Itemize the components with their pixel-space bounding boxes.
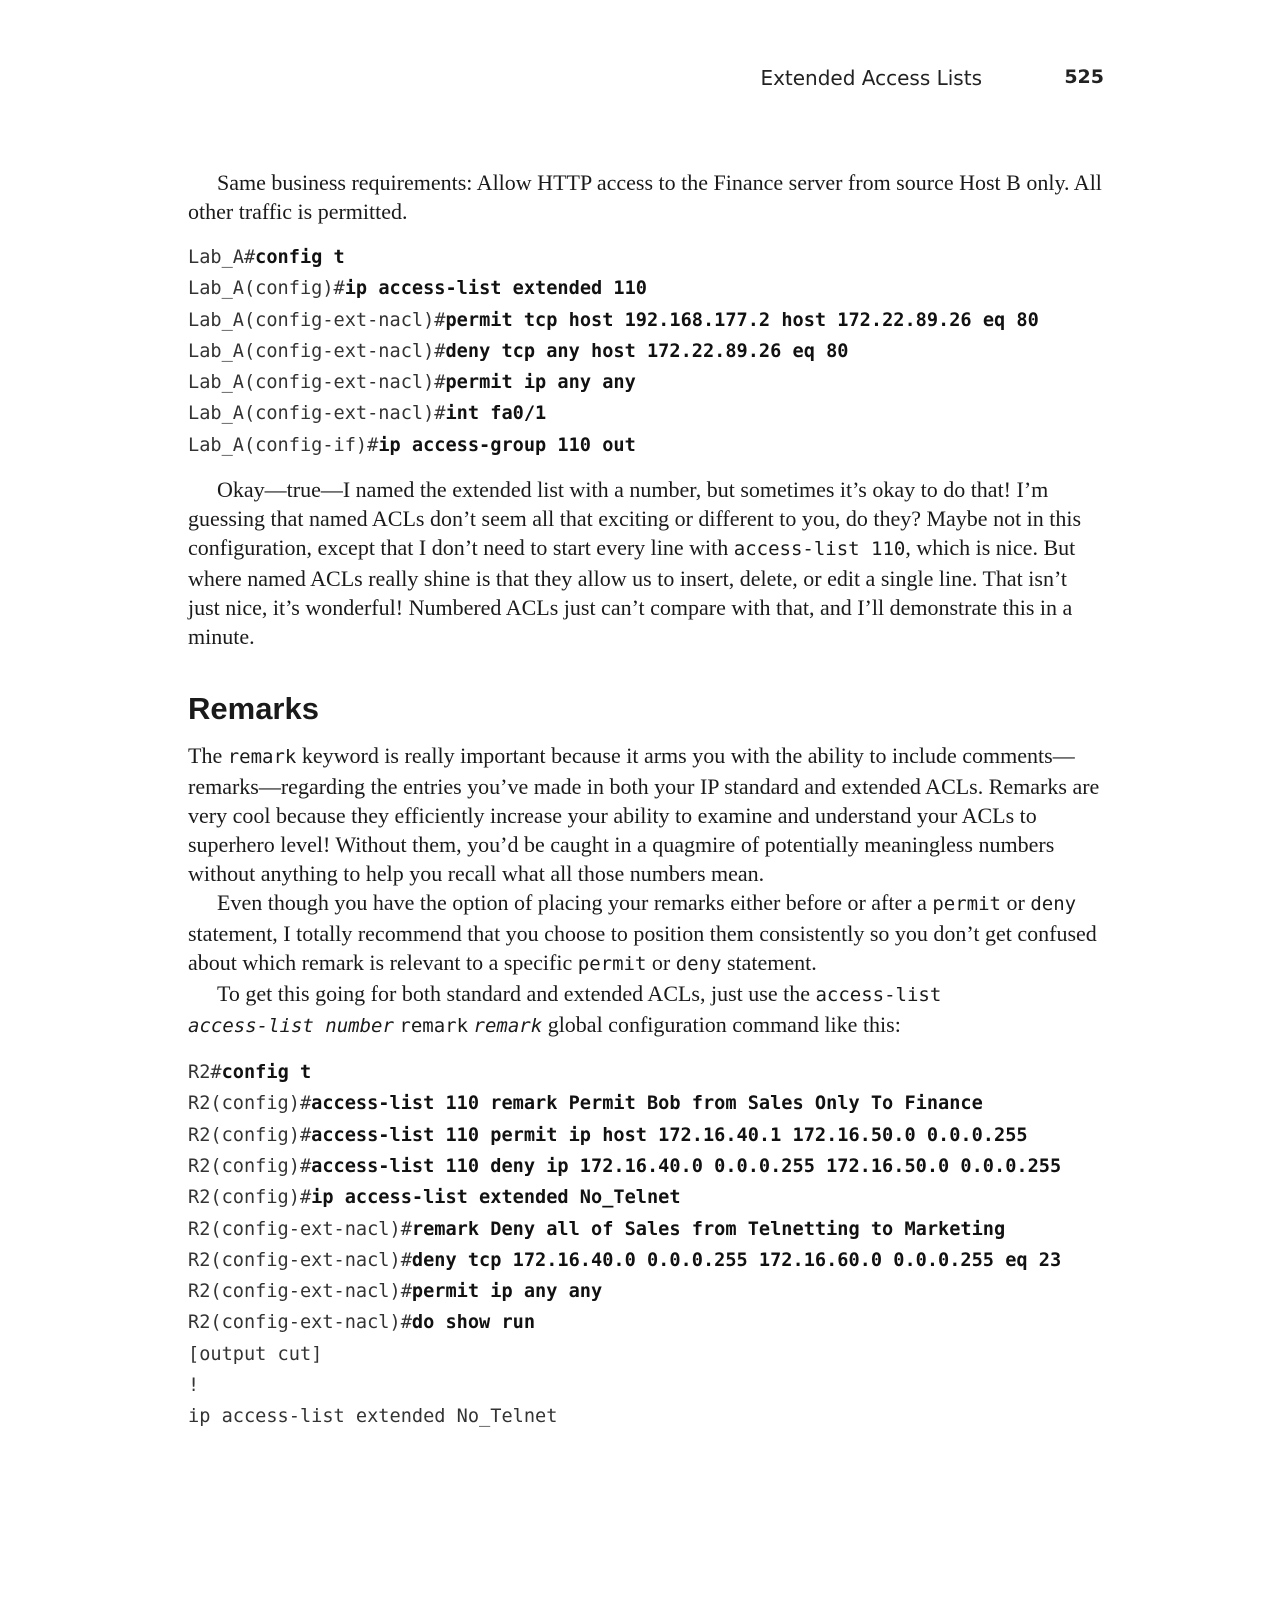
running-head <box>0 66 1104 94</box>
code-block-named-extended-acl <box>188 242 1104 461</box>
code-line <box>188 367 1104 398</box>
code-line <box>188 430 1104 461</box>
code-line <box>188 1370 1104 1401</box>
text-span: global configuration command like this: <box>542 1012 901 1038</box>
code-line <box>188 1276 1104 1307</box>
code-line <box>188 1182 1104 1213</box>
code-line <box>188 1088 1104 1119</box>
page-number: 525 <box>1064 66 1104 88</box>
cli-command: deny tcp 172.16.40.0 0.0.0.255 172.16.60.0 0.0.0.255 eq 23 <box>411 1249 1062 1271</box>
cli-prompt: R2(config-ext-nacl)# <box>188 1218 412 1240</box>
cli-command: config t <box>255 247 345 268</box>
text-span: To get this going for both standard and extended ACLs, just use the <box>217 981 816 1007</box>
paragraph-named-acls <box>188 475 1104 651</box>
cli-prompt: R2(config-ext-nacl)# <box>188 1281 412 1303</box>
inline-code: access-list <box>815 984 942 1007</box>
text-span: keyword is really important because it arms you with the ability to include comments—remarks—regarding the entries you’ve made in both your IP standard and extended ACLs. Remarks are very cool because they efficiently increase your ability to examine and understand your ACLs to superhero level! Without them, you’d be caught in a quagmire of potentially meaningless numbers without anything to help you recall what all those numbers mean. <box>188 743 1100 887</box>
code-line <box>188 398 1104 429</box>
cli-prompt: ip access-list extended No_Telnet <box>188 1406 558 1428</box>
text-span: or <box>646 950 676 976</box>
code-line <box>188 1120 1104 1151</box>
cli-prompt: R2(config)# <box>188 1155 312 1177</box>
text-span: statement. <box>721 950 817 976</box>
inline-code: remark <box>399 1015 469 1038</box>
running-head-title: Extended Access Lists <box>760 66 982 90</box>
inline-code-italic: access-list number <box>188 1015 394 1038</box>
paragraph-remark-keyword <box>188 741 1104 888</box>
cli-command: remark Deny all of Sales from Telnetting to Marketing <box>411 1218 1006 1240</box>
cli-prompt: ! <box>188 1375 200 1397</box>
cli-command: deny tcp any host 172.22.89.26 eq 80 <box>445 340 849 362</box>
code-line <box>188 1151 1104 1182</box>
cli-command: access-list 110 remark Permit Bob from Sales Only To Finance <box>311 1093 983 1115</box>
inline-code: remark <box>227 746 297 769</box>
text-span: or <box>1001 890 1031 916</box>
page-content <box>188 168 1104 1447</box>
inline-code: permit <box>577 953 647 976</box>
code-line <box>188 242 1104 273</box>
cli-prompt: Lab_A(config)# <box>188 278 345 300</box>
code-line <box>188 1214 1104 1245</box>
text-span: Okay—true—I named the extended list with a number, but sometimes it’s okay to do that! I’m guessing that named ACLs don’t seem all that exciting or different to you, do they? Maybe not in this configuration, except that I don’t need to start every line with <box>188 477 1082 561</box>
inline-code: permit <box>932 893 1001 916</box>
cli-prompt: Lab_A(config-ext-nacl)# <box>188 372 446 394</box>
text-span: The <box>188 743 228 769</box>
code-line <box>188 305 1104 336</box>
cli-command: config t <box>221 1062 312 1084</box>
inline-code: deny <box>675 953 722 976</box>
cli-prompt: Lab_A(config-ext-nacl)# <box>188 403 446 425</box>
cli-command: ip access-group 110 out <box>378 434 636 456</box>
cli-command: permit ip any any <box>445 372 636 394</box>
code-line <box>188 1307 1104 1338</box>
cli-command: permit tcp host 192.168.177.2 host 172.22.89.26 eq 80 <box>445 309 1039 331</box>
text-span: Even though you have the option of placing your remarks either before or after a <box>217 890 933 916</box>
cli-prompt: Lab_A# <box>188 247 256 268</box>
cli-prompt: Lab_A(config-ext-nacl)# <box>188 340 446 362</box>
cli-prompt: Lab_A(config-ext-nacl)# <box>188 309 446 331</box>
code-line <box>188 336 1104 367</box>
inline-code-italic: remark <box>473 1015 543 1038</box>
cli-prompt: R2# <box>188 1062 222 1084</box>
code-line <box>188 1401 1104 1432</box>
paragraph-remark-command <box>188 979 1104 1041</box>
cli-prompt: R2(config)# <box>188 1093 312 1115</box>
cli-prompt: R2(config-ext-nacl)# <box>188 1312 412 1334</box>
text-span: , which is nice. But where named ACLs really shine is that they allow us to insert, delete, or edit a single line. That isn’t just nice, it’s wonderful! Numbered ACLs just can’t compare with that, and I’ll demonstrate this in a minute. <box>188 535 1076 650</box>
cli-prompt: R2(config)# <box>188 1124 312 1146</box>
cli-command: permit ip any any <box>411 1281 603 1303</box>
cli-command: access-list 110 deny ip 172.16.40.0 0.0.0.255 172.16.50.0 0.0.0.255 <box>311 1155 1062 1177</box>
code-block-remarks <box>188 1057 1104 1433</box>
inline-code: deny <box>1030 893 1077 916</box>
cli-command: access-list 110 permit ip host 172.16.40.1 172.16.50.0 0.0.0.255 <box>311 1124 1028 1146</box>
code-line <box>188 1339 1104 1370</box>
intro-paragraph: Same business requirements: Allow HTTP access to the Finance server from source Host B only. All other traffic is permitted. <box>188 170 1102 224</box>
cli-command: ip access-list extended No_Telnet <box>311 1187 681 1209</box>
code-line <box>188 273 1104 304</box>
paragraph-remark-placement <box>188 888 1104 979</box>
cli-command: do show run <box>411 1312 536 1334</box>
code-line <box>188 1057 1104 1088</box>
code-line <box>188 1245 1104 1276</box>
section-heading-remarks: Remarks <box>188 691 319 727</box>
cli-command: ip access-list extended 110 <box>344 278 647 300</box>
inline-code: access-list 110 <box>733 538 906 561</box>
cli-prompt: Lab_A(config-if)# <box>188 434 379 456</box>
cli-command: int fa0/1 <box>445 403 547 425</box>
text-span: statement, I totally recommend that you choose to position them consistently so you don’t get confused about which remark is relevant to a specific <box>188 921 1097 976</box>
cli-prompt: R2(config)# <box>188 1187 312 1209</box>
cli-prompt: R2(config-ext-nacl)# <box>188 1249 412 1271</box>
cli-prompt: [output cut] <box>188 1343 323 1365</box>
